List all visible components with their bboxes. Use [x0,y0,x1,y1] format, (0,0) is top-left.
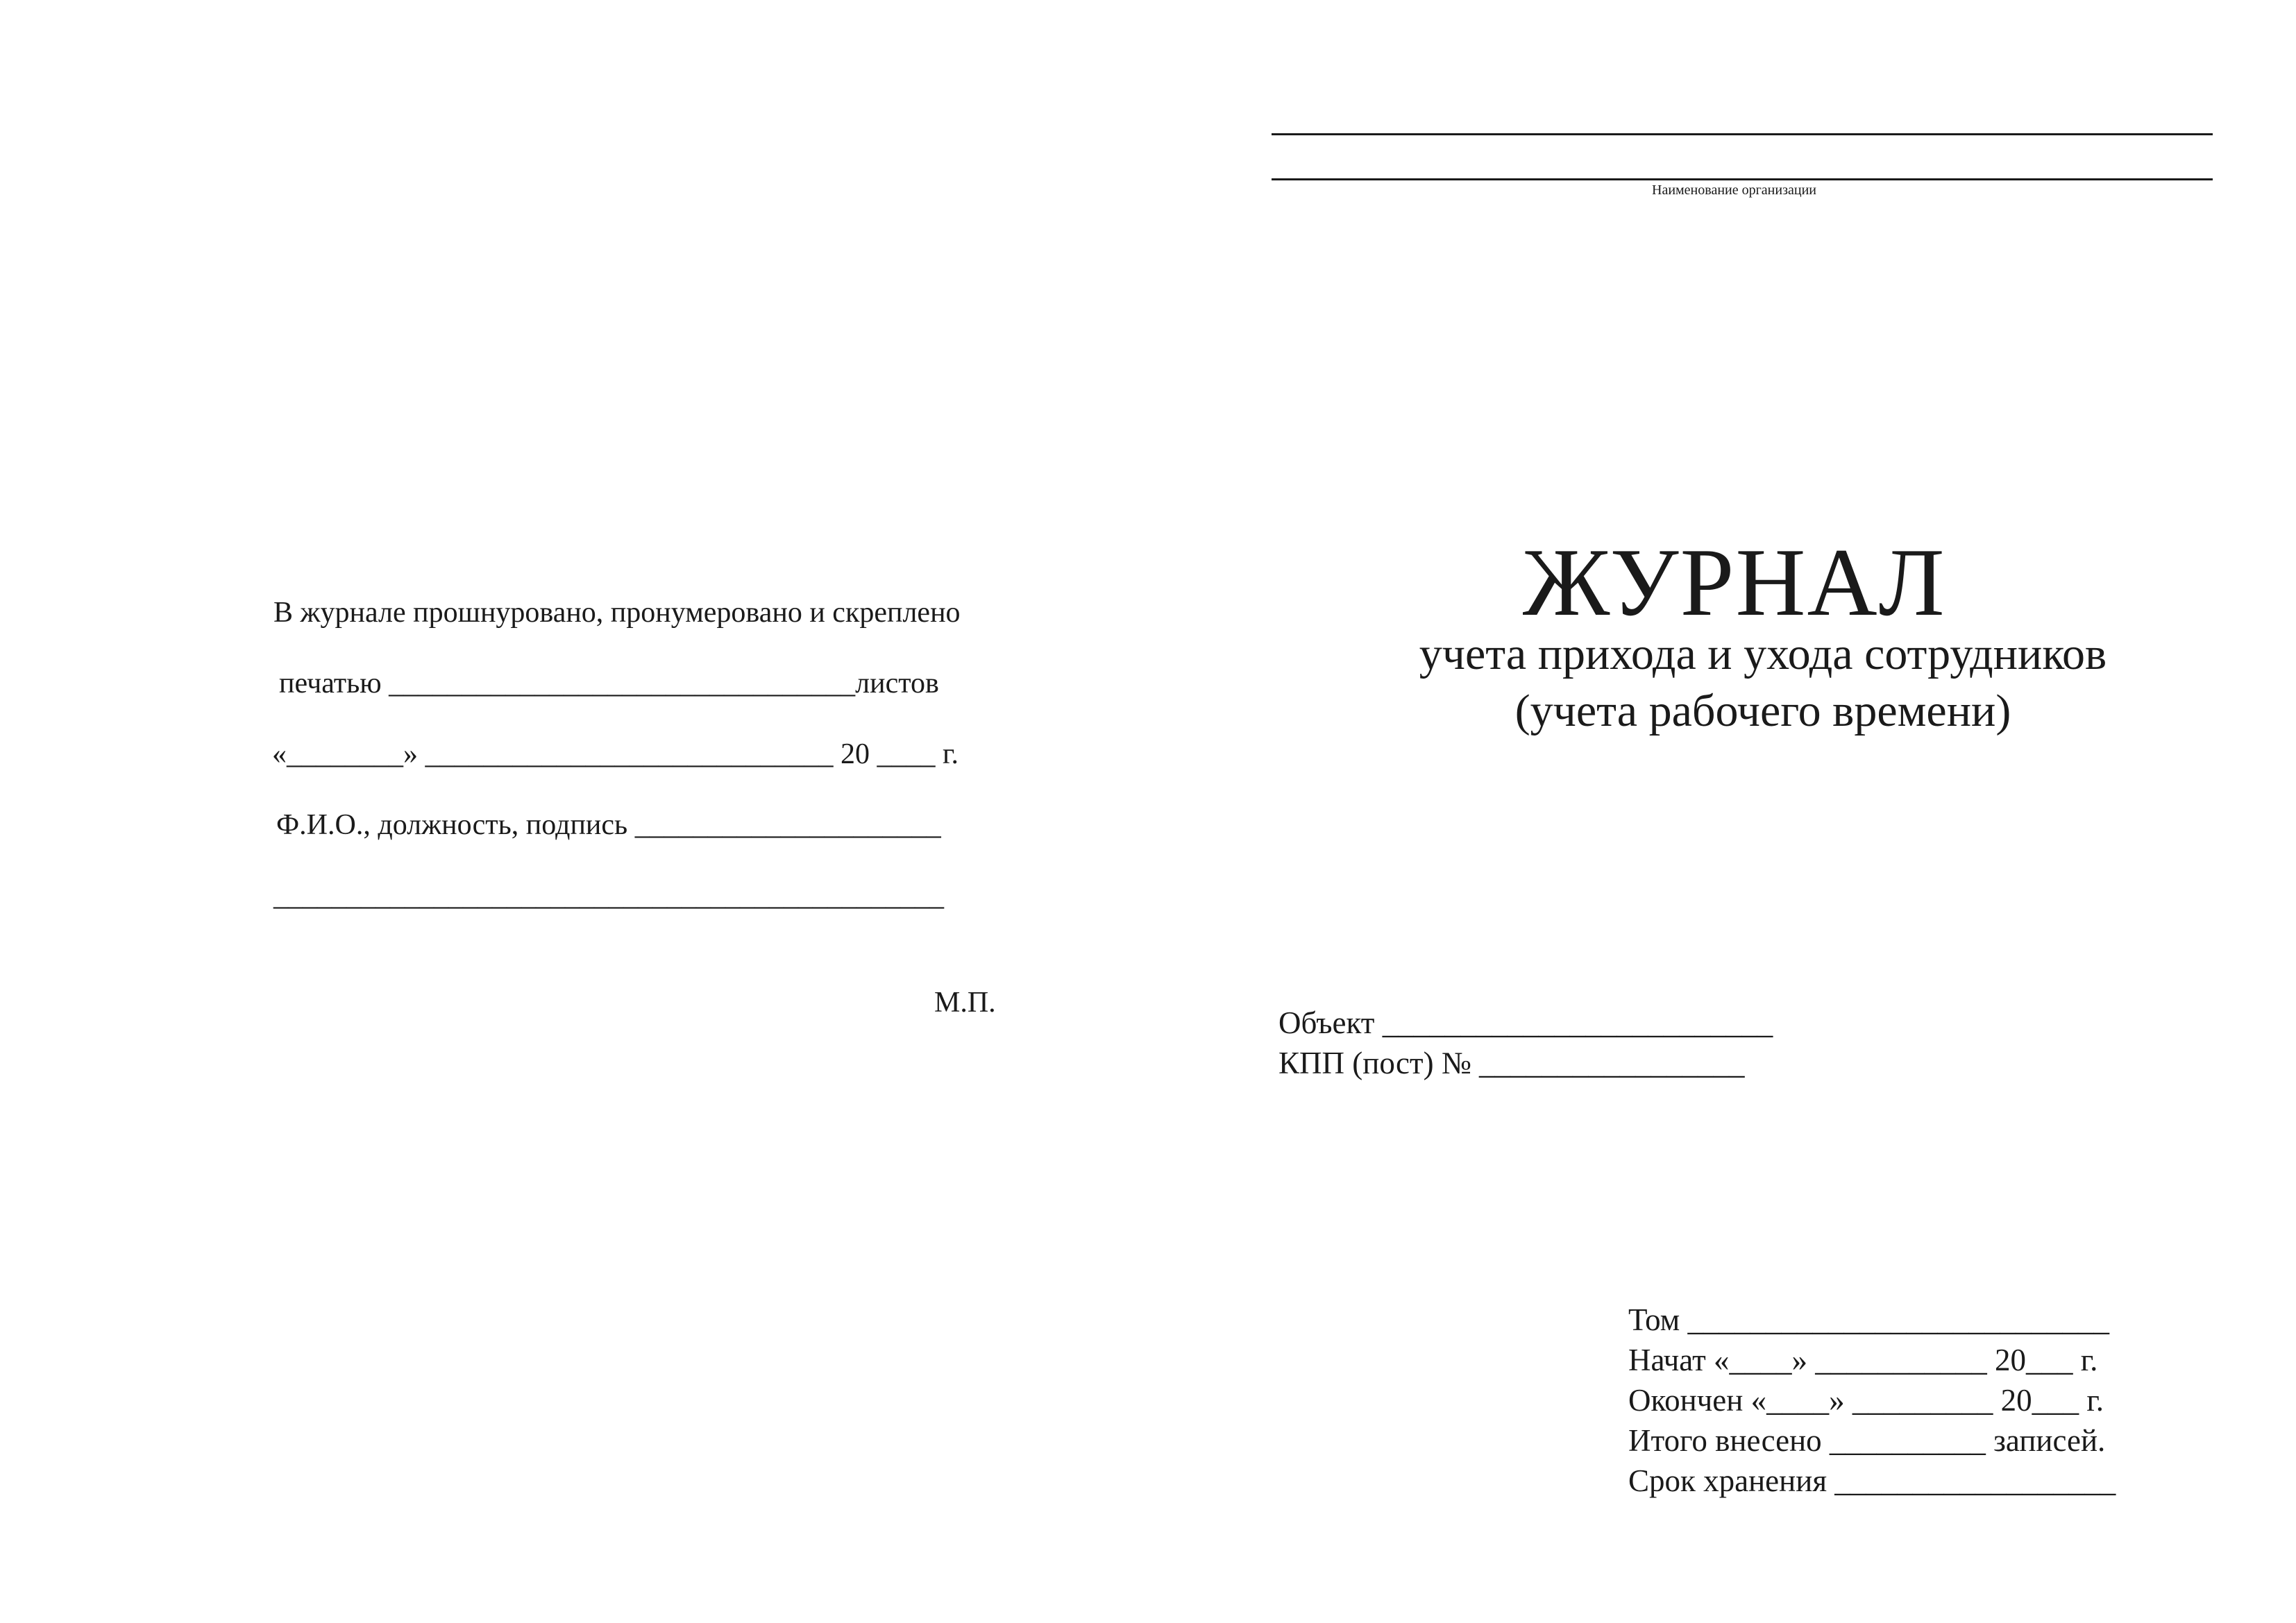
records-total-field: Итого внесено __________ записей. [1628,1423,2106,1458]
journal-subtitle-line1: учета прихода и ухода сотрудников [1419,629,2107,679]
binding-statement-sheets: печатью ________________________________листов [279,668,939,699]
finished-date-field: Окончен «____» _________ 20___ г. [1628,1383,2104,1418]
organization-name-line-1 [1272,133,2213,135]
organization-name-caption: Наименование организации [1652,182,1816,198]
object-field: Объект _________________________ [1278,1005,1773,1040]
binding-statement-signature: Ф.И.О., должность, подпись _____________________ [276,809,941,841]
checkpoint-field: КПП (пост) № _________________ [1278,1046,1745,1080]
journal-subtitle-line2: (учета рабочего времени) [1514,686,2011,736]
organization-name-line-2 [1272,178,2213,180]
storage-period-field: Срок хранения __________________ [1628,1463,2116,1498]
started-date-field: Начат «____» ___________ 20___ г. [1628,1343,2098,1377]
volume-field: Том ___________________________ [1628,1302,2109,1337]
binding-statement-line1: В журнале прошнуровано, пронумеровано и скреплено [273,597,961,629]
binding-statement-extra-line: ______________________________________________ [273,880,944,912]
binding-statement-date: «________» ____________________________ 20 ____ г. [272,738,959,770]
journal-title: ЖУРНАЛ [1523,529,1946,636]
stamp-place-label: М.П. [934,987,996,1019]
